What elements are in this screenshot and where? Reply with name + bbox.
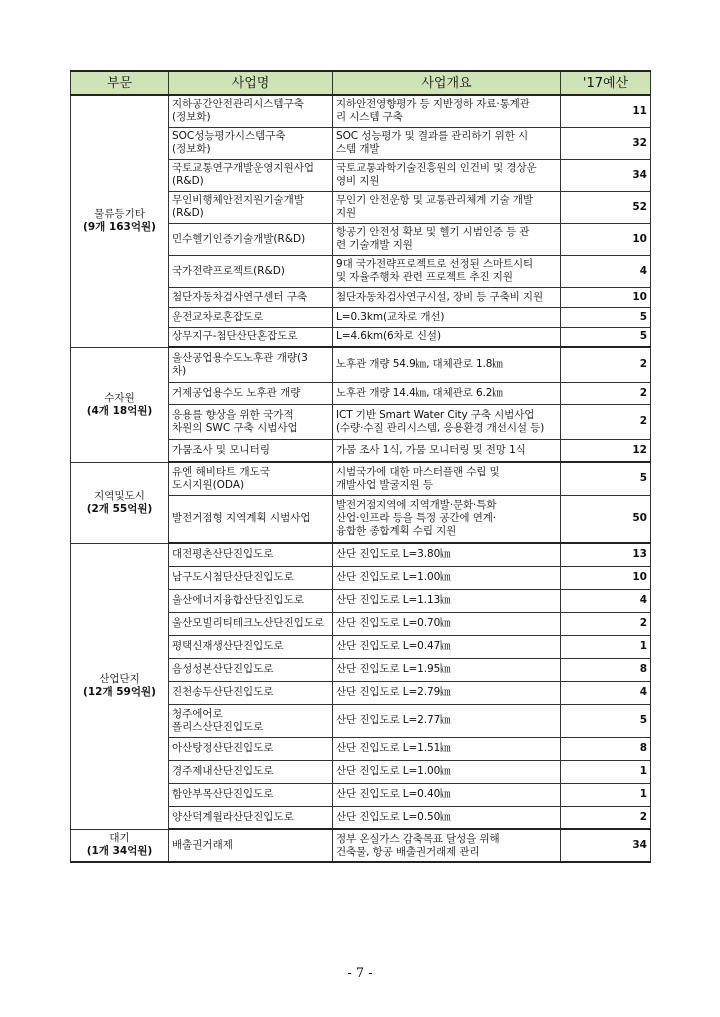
project-summary-cell: 발전거점지역에 지역개발·문화·특화 산업·인프라 등을 특정 공간에 연계· 융합한 종합계획 수립 지원	[333, 495, 561, 543]
project-name-cell: 첨단자동차검사연구센터 구축	[169, 287, 333, 307]
budget-cell: 32	[561, 127, 651, 159]
project-name-cell: 상무지구-첨단산단혼잡도로	[169, 327, 333, 347]
budget-cell: 4	[561, 589, 651, 612]
project-name-cell: 배출권거래제	[169, 829, 333, 862]
budget-cell: 2	[561, 404, 651, 439]
category-name: 산업단지	[99, 673, 140, 685]
budget-cell: 4	[561, 681, 651, 704]
project-name-cell: 운전교차로혼잡도로	[169, 307, 333, 327]
budget-cell: 34	[561, 829, 651, 862]
project-name-cell: 가뭄조사 및 모니터링	[169, 439, 333, 462]
project-name-cell: 국토교통연구개발운영지원사업 (R&D)	[169, 159, 333, 191]
project-name-cell: 평택신재생산단진입도로	[169, 635, 333, 658]
project-summary-cell: 산단 진입도로 L=1.95㎞	[333, 658, 561, 681]
project-summary-cell: 산단 진입도로 L=0.50㎞	[333, 806, 561, 829]
category-name: 수자원	[104, 391, 135, 404]
category-cell	[71, 543, 169, 829]
page-number: - 7 -	[347, 966, 373, 981]
table-row	[71, 462, 651, 495]
project-name-cell: 양산덕계월라산단진입도로	[169, 806, 333, 829]
budget-cell: 50	[561, 495, 651, 543]
project-summary-cell: L=4.6km(6차로 신설)	[333, 327, 561, 347]
project-summary-cell: 지하안전영향평가 등 지반정하 자료·통계관 리 시스템 구축	[333, 95, 561, 127]
table-header	[71, 71, 651, 95]
project-name-cell: 울산공업용수도노후관 개량(3 차)	[169, 347, 333, 382]
project-summary-cell: L=0.3km(교차로 개선)	[333, 307, 561, 327]
project-summary-cell: 산단 진입도로 L=1.00㎞	[333, 566, 561, 589]
project-name-cell: 발전거점형 지역계획 시범사업	[169, 495, 333, 543]
category-cell	[71, 347, 169, 462]
category-count: (4개 18억원)	[86, 404, 153, 417]
project-name-cell: 무인비행체안전지원기술개발 (R&D)	[169, 191, 333, 223]
budget-cell: 12	[561, 439, 651, 462]
budget-cell: 5	[561, 327, 651, 347]
budget-cell: 10	[561, 287, 651, 307]
project-name-cell: 경주제내산단진입도로	[169, 760, 333, 783]
project-summary-cell: 산단 진입도로 L=0.40㎞	[333, 783, 561, 806]
project-summary-cell: 9대 국가전략프로젝트로 선정된 스마트시티 및 자율주행차 관련 프로젝트 추진 지원	[333, 255, 561, 287]
budget-cell: 4	[561, 255, 651, 287]
category-name: 지역및도시	[94, 489, 145, 502]
project-summary-cell: 산단 진입도로 L=0.70㎞	[333, 612, 561, 635]
project-summary-cell: 시범국가에 대한 마스터플랜 수립 및 개발사업 발굴지원 등	[333, 462, 561, 495]
budget-cell: 11	[561, 95, 651, 127]
project-summary-cell: 산단 진입도로 L=1.13㎞	[333, 589, 561, 612]
category-cell	[71, 462, 169, 543]
budget-cell: 52	[561, 191, 651, 223]
category-cell	[71, 829, 169, 862]
table-body	[71, 95, 651, 862]
project-name-cell: 청주에어로 폴리스산단진입도로	[169, 704, 333, 737]
table-row	[71, 543, 651, 566]
project-summary-cell: 산단 진입도로 L=2.77㎞	[333, 704, 561, 737]
project-name-cell: 국가전략프로젝트(R&D)	[169, 255, 333, 287]
table-row	[71, 829, 651, 862]
budget-cell: 8	[561, 737, 651, 760]
budget-cell: 34	[561, 159, 651, 191]
project-summary-cell: 국토교통과학기술진흥원의 인건비 및 경상운 영비 지원	[333, 159, 561, 191]
project-name-cell: 거제공업용수도 노후관 개량	[169, 382, 333, 404]
category-count: (12개 59억원)	[83, 686, 156, 698]
budget-cell: 1	[561, 760, 651, 783]
project-name-cell: 울산모빌리티테크노산단진입도로	[169, 612, 333, 635]
budget-cell: 8	[561, 658, 651, 681]
project-name-cell: 울산에너지융합산단진입도로	[169, 589, 333, 612]
header-project: 사업명	[169, 71, 333, 95]
project-summary-cell: 항공기 안전성 확보 및 헬기 시범인증 등 관 련 기술개발 지원	[333, 223, 561, 255]
budget-cell: 5	[561, 462, 651, 495]
project-summary-cell: 노후관 개량 54.9㎞, 대체관로 1.8㎞	[333, 347, 561, 382]
header-budget: '17예산	[561, 71, 651, 95]
budget-cell: 5	[561, 704, 651, 737]
category-name: 대기	[109, 832, 130, 845]
project-summary-cell: 산단 진입도로 L=2.79㎞	[333, 681, 561, 704]
project-name-cell: 함안부목산단진입도로	[169, 783, 333, 806]
header-summary: 사업개요	[333, 71, 561, 95]
project-name-cell: 진천송두산단진입도로	[169, 681, 333, 704]
table-row	[71, 347, 651, 382]
category-count: (9개 163억원)	[83, 221, 156, 234]
budget-table	[70, 70, 651, 863]
budget-cell: 1	[561, 783, 651, 806]
project-name-cell: 지하공간안전관리시스템구축 (정보화)	[169, 95, 333, 127]
table-row	[71, 95, 651, 127]
budget-cell: 2	[561, 382, 651, 404]
budget-cell: 1	[561, 635, 651, 658]
project-name-cell: SOC성능평가시스템구축 (정보화)	[169, 127, 333, 159]
category-name: 물류등기타	[94, 208, 145, 221]
budget-cell: 2	[561, 806, 651, 829]
header-category: 부문	[71, 71, 169, 95]
project-summary-cell: 노후관 개량 14.4㎞, 대체관로 6.2㎞	[333, 382, 561, 404]
project-summary-cell: ICT 기반 Smart Water City 구축 시범사업 (수량·수질 관리시스템, 응용환경 개선시설 등)	[333, 404, 561, 439]
category-count: (1개 34억원)	[86, 845, 153, 858]
budget-cell: 5	[561, 307, 651, 327]
project-name-cell: 민수헬기인증기술개발(R&D)	[169, 223, 333, 255]
project-summary-cell: 산단 진입도로 L=1.51㎞	[333, 737, 561, 760]
budget-cell: 10	[561, 566, 651, 589]
project-name-cell: 대전평촌산단진입도로	[169, 543, 333, 566]
project-summary-cell: SOC 성능평가 및 결과를 관리하기 위한 시 스템 개발	[333, 127, 561, 159]
project-summary-cell: 산단 진입도로 L=0.47㎞	[333, 635, 561, 658]
project-summary-cell: 첨단자동차검사연구시설, 장비 등 구축비 지원	[333, 287, 561, 307]
budget-cell: 13	[561, 543, 651, 566]
budget-cell: 2	[561, 612, 651, 635]
project-summary-cell: 산단 진입도로 L=3.80㎞	[333, 543, 561, 566]
project-summary-cell: 산단 진입도로 L=1.00㎞	[333, 760, 561, 783]
budget-cell: 10	[561, 223, 651, 255]
project-summary-cell: 정부 온실가스 감축목표 달성을 위해 건축물, 항공 배출권거래제 관리	[333, 829, 561, 862]
category-count: (2개 55억원)	[86, 502, 153, 515]
budget-cell: 2	[561, 347, 651, 382]
project-name-cell: 응용를 향상을 위한 국가적 차원의 SWC 구축 시범사업	[169, 404, 333, 439]
project-summary-cell: 무인기 안전운항 및 교통관리체계 기술 개발 지원	[333, 191, 561, 223]
project-summary-cell: 가뭄 조사 1식, 가뭄 모니터링 및 전망 1식	[333, 439, 561, 462]
project-name-cell: 유엔 해비타트 개도국 도시지원(ODA)	[169, 462, 333, 495]
project-name-cell: 남구도시첨단산단진입도로	[169, 566, 333, 589]
category-cell	[71, 95, 169, 347]
project-name-cell: 음성성본산단진입도로	[169, 658, 333, 681]
project-name-cell: 아산탕정산단진입도로	[169, 737, 333, 760]
